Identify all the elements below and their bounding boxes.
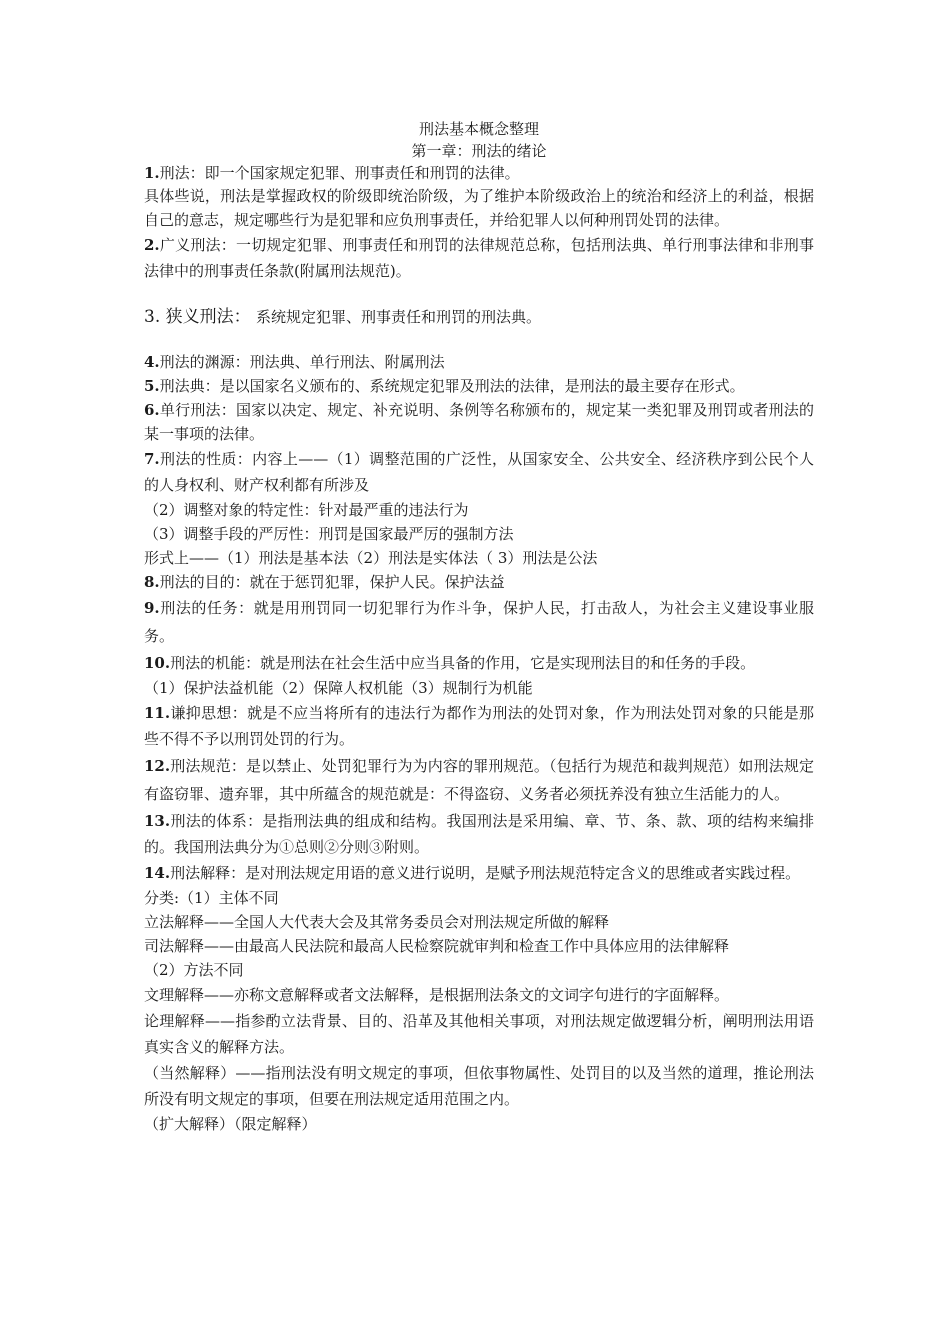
item-number: 1. <box>144 164 160 182</box>
item-text: 刑法的目的：就在于惩罚犯罪，保护人民。保护法益 <box>159 573 505 591</box>
paragraph-7-2 <box>144 498 814 522</box>
item-text: （1）保护法益机能（2）保障人权机能（3）规制行为机能 <box>144 679 533 697</box>
item-text: 刑法规范：是以禁止、处罚犯罪行为为内容的罪刑规范。（包括行为规范和裁判规范）如刑法规定有盗窃罪、遗弃罪，其中所蕴含的规范就是：不得盗窃、义务者必须抚养没有独立生活能力的人。 <box>144 757 814 803</box>
item-text: 刑法解释：是对刑法规定用语的意义进行说明，是赋予刑法规范特定含义的思维或者实践过程。 <box>170 864 801 882</box>
paragraph-3 <box>144 302 814 332</box>
item-number: 2. <box>144 236 160 254</box>
item-text: 系统规定犯罪、刑事责任和刑罚的刑法典。 <box>256 308 542 326</box>
paragraph-7-form <box>144 546 814 570</box>
paragraph-10-list <box>144 676 814 700</box>
item-number: 4. <box>144 353 160 371</box>
item-text: 刑法的性质：内容上——（1）调整范围的广泛性，从国家安全、公共安全、经济秩序到公民个人的人身权利、财产权利都有所涉及 <box>144 450 814 494</box>
item-text: 刑法的渊源：刑法典、单行刑法、附属刑法 <box>159 353 445 371</box>
item-text: 单行刑法：国家以决定、规定、补充说明、条例等名称颁布的，规定某一类犯罪及刑罚或者刑法的某一事项的法律。 <box>144 401 814 443</box>
paragraph-1-detail <box>144 184 814 232</box>
item-number: 6. <box>144 401 160 419</box>
paragraph-2 <box>144 232 814 284</box>
paragraph-6 <box>144 398 814 446</box>
paragraph-12 <box>144 752 814 808</box>
item-text: （当然解释）——指刑法没有明文规定的事项，但依事物属性、处罚目的以及当然的道理，推论刑法所没有明文规定的事项，但要在刑法规定适用范围之内。 <box>144 1064 814 1108</box>
paragraph-5 <box>144 374 814 398</box>
paragraph-14-class <box>144 886 814 910</box>
paragraph-14-legislative <box>144 910 814 934</box>
paragraph-14-method <box>144 958 814 982</box>
paragraph-7 <box>144 446 814 498</box>
paragraph-14-extend <box>144 1112 814 1136</box>
paragraph-10 <box>144 650 814 676</box>
item-number: 5. <box>144 377 160 395</box>
item-number: 13. <box>144 812 171 830</box>
paragraph-11 <box>144 700 814 752</box>
item-number: 14. <box>144 864 171 882</box>
paragraph-4 <box>144 350 814 374</box>
item-number: 8. <box>144 573 160 591</box>
paragraph-13 <box>144 808 814 860</box>
item-text: 形式上——（1）刑法是基本法（2）刑法是实体法（ 3）刑法是公法 <box>144 549 598 567</box>
item-text: 立法解释——全国人大代表大会及其常务委员会对刑法规定所做的解释 <box>144 913 610 931</box>
paragraph-9 <box>144 594 814 650</box>
document-title: 刑法基本概念整理 <box>418 120 539 138</box>
paragraph-14-natural <box>144 1060 814 1112</box>
paragraph-14-literal <box>144 982 814 1008</box>
item-text: 刑法的机能：就是刑法在社会生活中应当具备的作用，它是实现刑法目的和任务的手段。 <box>170 654 756 672</box>
paragraph-8 <box>144 570 814 594</box>
item-text: 谦抑思想：就是不应当将所有的违法行为都作为刑法的处罚对象，作为刑法处罚对象的只能是那些不得不予以刑罚处罚的行为。 <box>144 704 814 748</box>
item-text: 刑法典：是以国家名义颁布的、系统规定犯罪及刑法的法律，是刑法的最主要存在形式。 <box>159 377 745 395</box>
item-number: 12. <box>144 757 171 775</box>
item-text: 论理解释——指参酌立法背景、目的、沿革及其他相关事项，对刑法规定做逻辑分析，阐明刑法用语真实含义的解释方法。 <box>144 1012 814 1056</box>
document-body <box>144 118 814 1136</box>
paragraph-7-3 <box>144 522 814 546</box>
item-text: （2）调整对象的特定性：针对最严重的违法行为 <box>144 501 469 519</box>
item-number: 11. <box>144 704 171 722</box>
item-number: 9. <box>144 599 160 617</box>
item-number: 7. <box>144 450 160 468</box>
paragraph-14-judicial <box>144 934 814 958</box>
item-text: 刑法：即一个国家规定犯罪、刑事责任和刑罚的法律。 <box>159 164 520 182</box>
chapter-heading: 第一章：刑法的绪论 <box>411 142 547 160</box>
paragraph-1 <box>144 162 814 184</box>
item-text: 刑法的任务：就是用刑罚同一切犯罪行为作斗争，保护人民，打击敌人，为社会主义建设事业服务。 <box>144 599 814 645</box>
item-text: 分类:（1）主体不同 <box>144 889 279 907</box>
item-text: 具体些说，刑法是掌握政权的阶级即统治阶级，为了维护本阶级政治上的统治和经济上的利益，根据自己的意志，规定哪些行为是犯罪和应负刑事责任，并给犯罪人以何种刑罚处罚的法律。 <box>144 187 814 229</box>
item-text: 刑法的体系：是指刑法典的组成和结构。我国刑法是采用编、章、节、条、款、项的结构来编排的。我国刑法典分为①总则②分则③附则。 <box>144 812 814 856</box>
paragraph-14-logical <box>144 1008 814 1060</box>
item-lead: 3. 狭义刑法： <box>144 307 251 327</box>
item-text: 广义刑法：一切规定犯罪、刑事责任和刑罚的法律规范总称，包括刑法典、单行刑事法律和非刑事法律中的刑事责任条款(附属刑法规范)。 <box>144 236 814 280</box>
paragraph-14 <box>144 860 814 886</box>
item-text: （扩大解释）（限定解释） <box>144 1115 317 1133</box>
item-text: （3）调整手段的严厉性：刑罚是国家最严厉的强制方法 <box>144 525 514 543</box>
item-number: 10. <box>144 654 171 672</box>
item-text: 文理解释——亦称文意解释或者文法解释，是根据刑法条文的文词字句进行的字面解释。 <box>144 986 730 1004</box>
item-text: （2）方法不同 <box>144 961 244 979</box>
item-text: 司法解释——由最高人民法院和最高人民检察院就审判和检查工作中具体应用的法律解释 <box>144 937 730 955</box>
